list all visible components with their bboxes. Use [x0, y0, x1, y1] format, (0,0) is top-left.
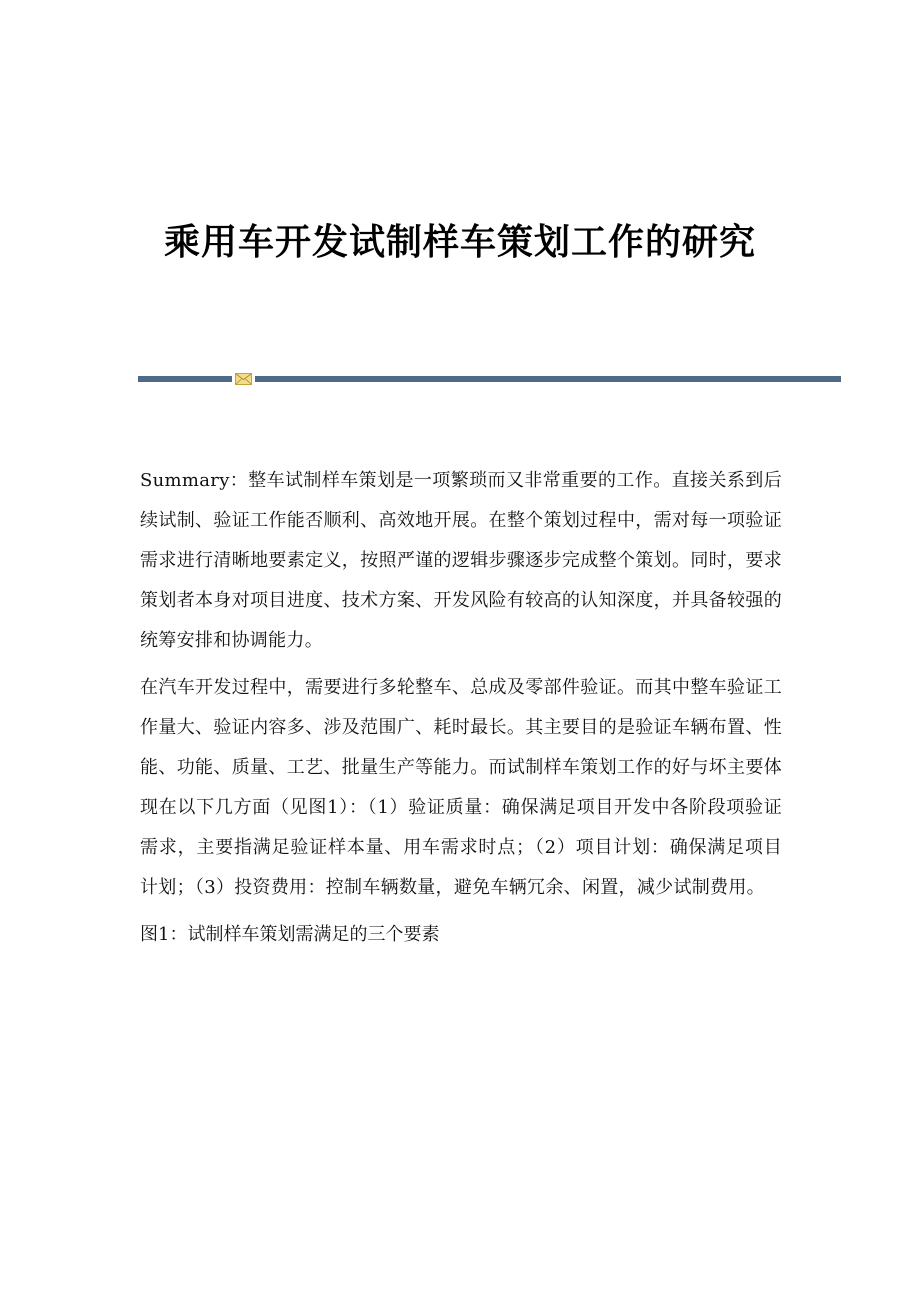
- figure-caption: 图1：试制样车策划需满足的三个要素: [140, 924, 440, 945]
- divider-bar-left: [138, 376, 232, 382]
- body-paragraph: 在汽车开发过程中，需要进行多轮整车、总成及零部件验证。而其中整车验证工作量大、验证内容多、涉及范围广、耗时最长。其主要目的是验证车辆布置、性能、功能、质量、工艺、批量生产等能力。而试制样车策划工作的好与坏主要体现在以下几方面（见图1）：（1）验证质量：确保满足项目开发中各阶段项验证需求，主要指满足验证样本量、用车需求时点；（2）项目计划：确保满足项目计划；（3）投资费用：控制车辆数量，避免车辆冗余、闲置，减少试制费用。: [140, 677, 782, 898]
- page-title: 乘用车开发试制样车策划工作的研究: [163, 221, 756, 263]
- ornament-icon: [235, 373, 252, 385]
- title-divider: [138, 373, 841, 385]
- divider-bar-right: [255, 376, 841, 382]
- document-body: [140, 461, 782, 955]
- summary-paragraph: Summary：整车试制样车策划是一项繁琐而又非常重要的工作。直接关系到后续试制、验证工作能否顺利、高效地开展。在整个策划过程中，需对每一项验证需求进行清晰地要素定义，按照严谨的逻辑步骤逐步完成整个策划。同时，要求策划者本身对项目进度、技术方案、开发风险有较高的认知深度，并具备较强的统筹安排和协调能力。: [140, 470, 782, 651]
